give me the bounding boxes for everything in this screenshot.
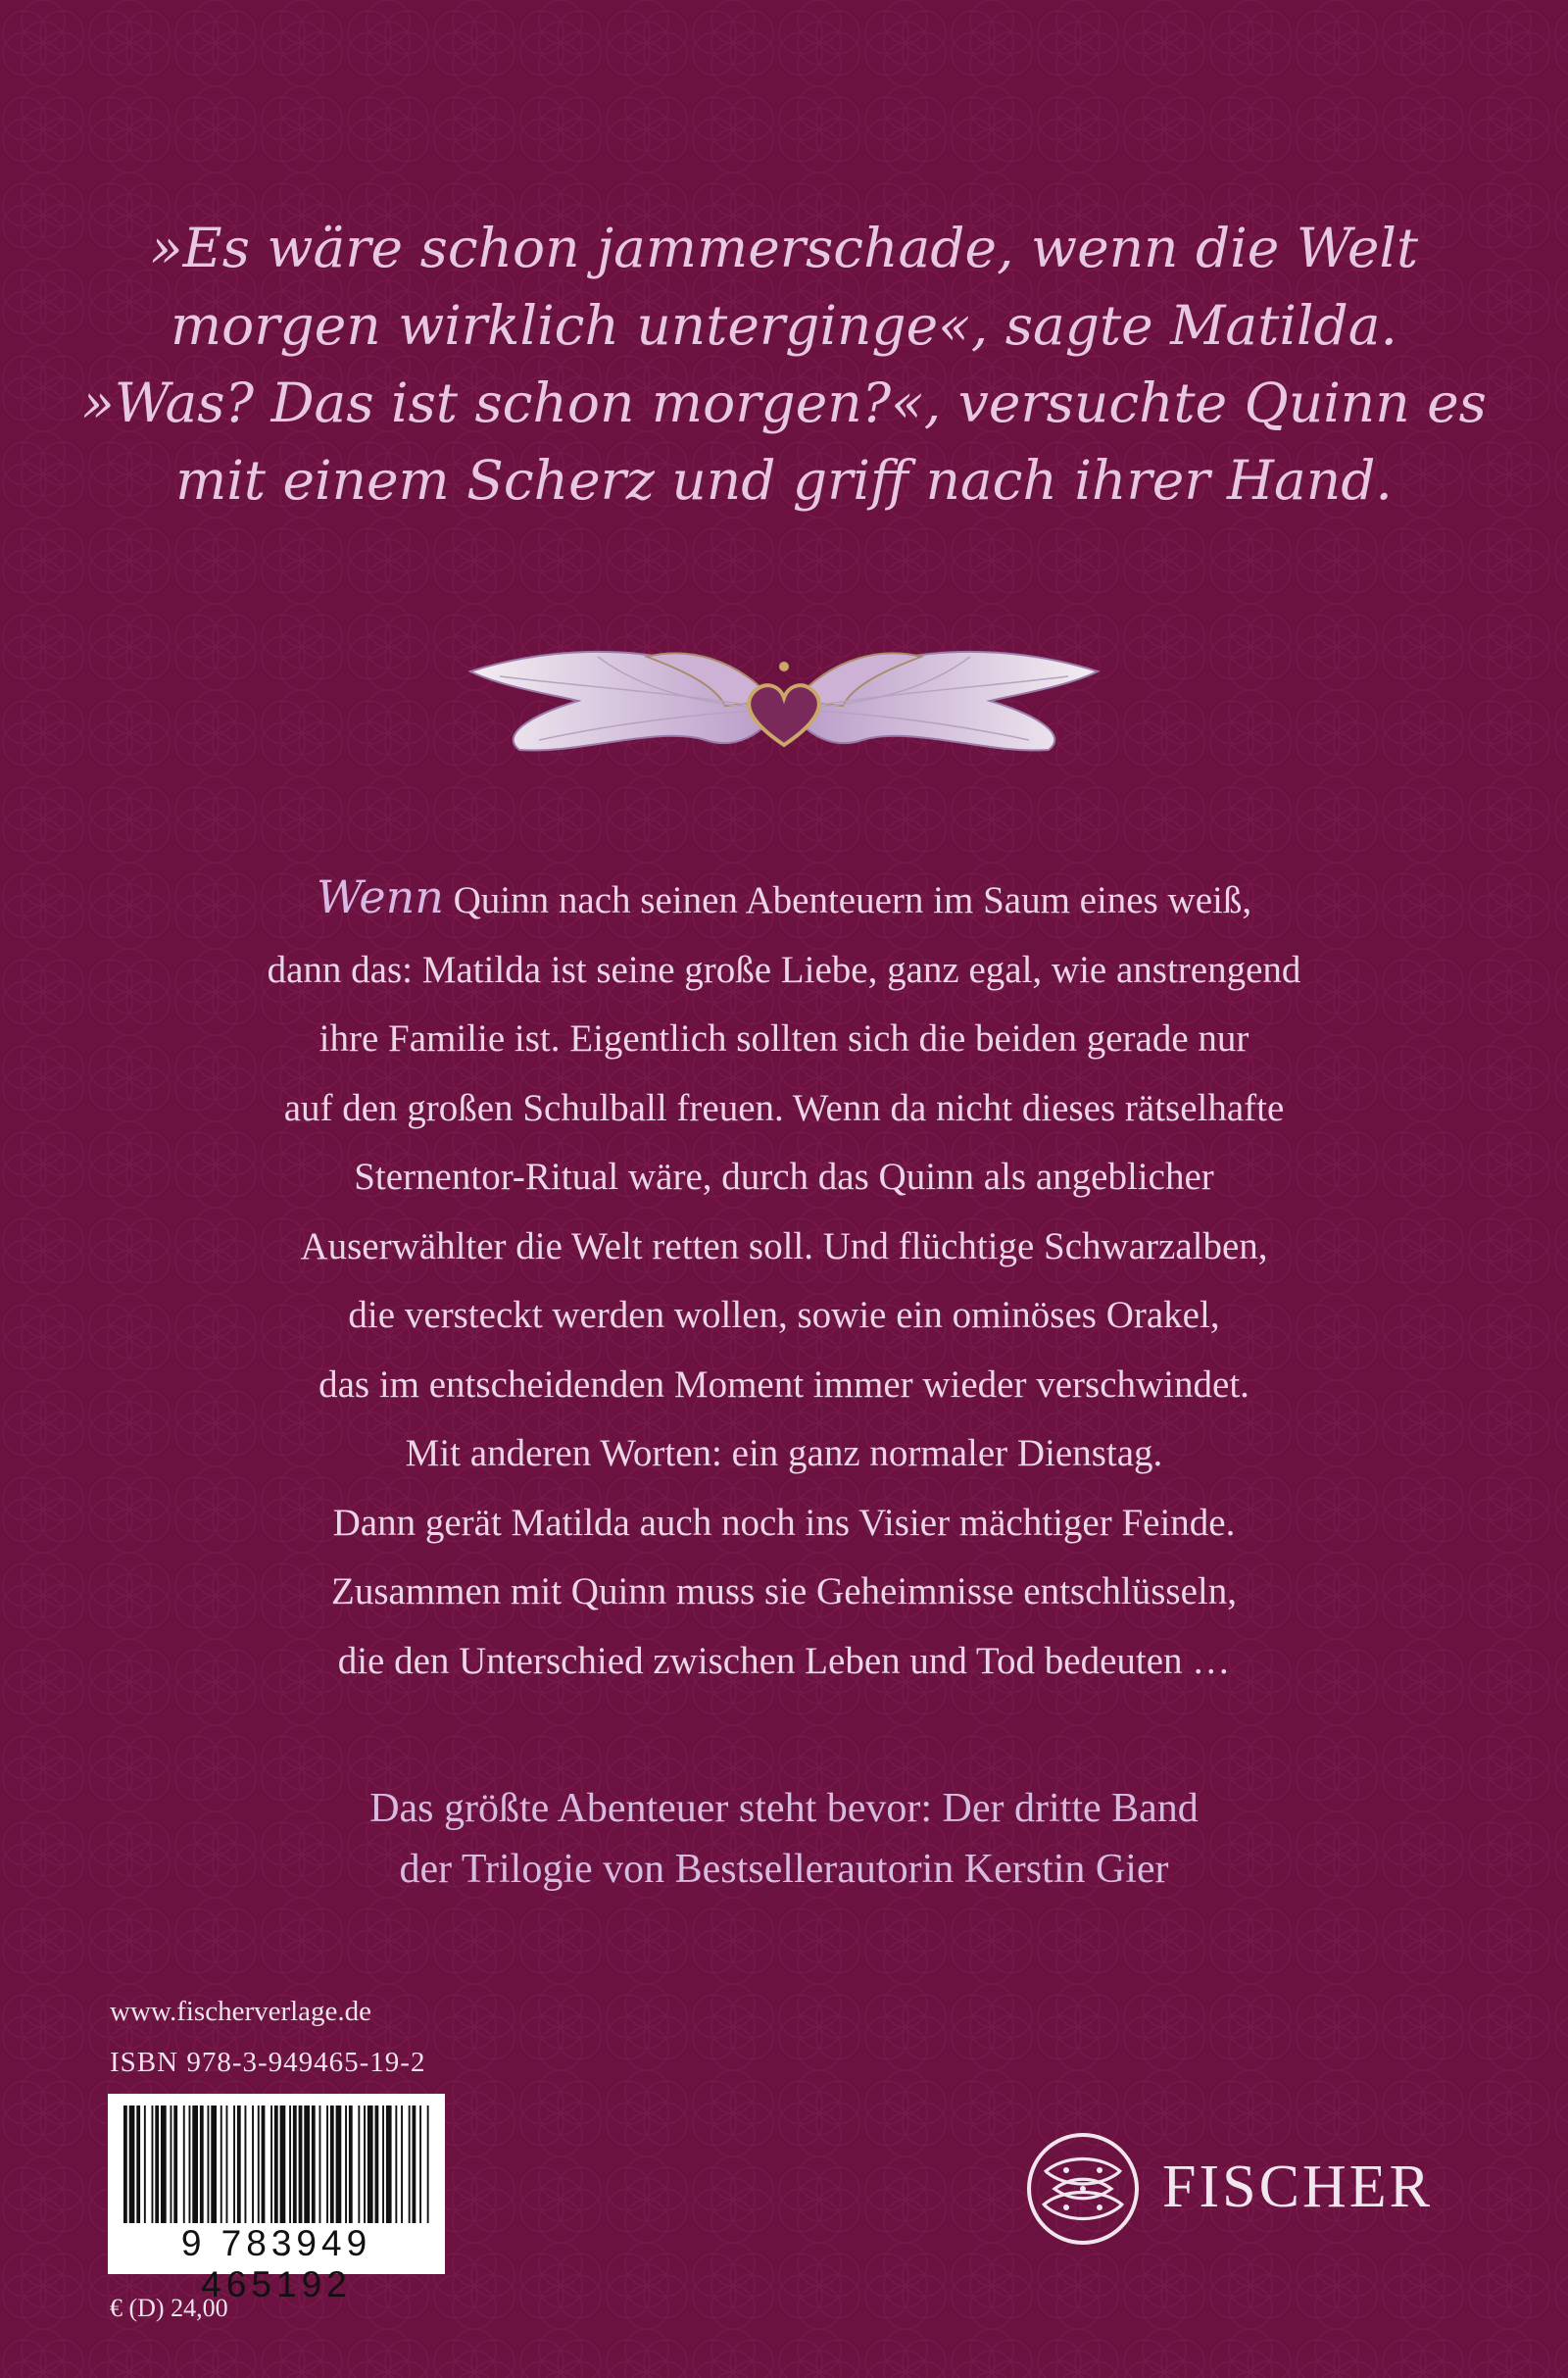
publisher-website: www.fischerverlage.de	[110, 1996, 372, 2027]
blurb-line: Auserwählter die Welt retten soll. Und flüchtige Schwarzalben,	[300, 1224, 1268, 1267]
blurb-line: dann das: Matilda ist seine große Liebe, ganz egal, wie anstrengend	[267, 948, 1301, 991]
blurb-line: auf den großen Schulball freuen. Wenn da nicht dieses rätselhafte	[283, 1086, 1285, 1129]
quote-line: morgen wirklich unterginge«, sagte Matilda.	[170, 294, 1397, 357]
quote-block	[0, 210, 1568, 520]
barcode-digits: 9 783949 465192	[180, 2223, 372, 2304]
blurb-line: die den Unterschied zwischen Leben und Tod bedeuten …	[337, 1639, 1231, 1682]
winged-heart-moon-icon	[461, 578, 1107, 794]
blurb-first-line-text: Quinn nach seinen Abenteuern im Saum eines weiß,	[443, 879, 1252, 921]
quote-line: mit einem Scherz und griff nach ihrer Hand.	[175, 449, 1393, 512]
blurb-line: Sternentor-Ritual wäre, durch das Quinn als angeblicher	[354, 1156, 1214, 1198]
blurb-first-line	[0, 863, 1568, 936]
teaser-block	[0, 1778, 1568, 1900]
barcode-bars	[123, 2106, 429, 2223]
dropcap: Wenn	[316, 870, 444, 923]
price: € (D) 24,00	[110, 2294, 228, 2322]
blurb-block	[0, 863, 1568, 1696]
quote-line: »Was? Das ist schon morgen?«, versuchte Quinn es	[81, 372, 1487, 434]
quote-line: »Es wäre schon jammerschade, wenn die Welt	[149, 217, 1419, 279]
teaser-line: Das größte Abenteuer steht bevor: Der dritte Band	[369, 1786, 1199, 1831]
fischer-fish-logo-icon	[1025, 2131, 1141, 2247]
isbn: ISBN 978-3-949465-19-2	[110, 2047, 426, 2078]
publisher-name: FISCHER	[1162, 2154, 1433, 2220]
blurb-line: Dann gerät Matilda auch noch ins Visier mächtiger Feinde.	[332, 1501, 1236, 1544]
blurb-line: Zusammen mit Quinn muss sie Geheimnisse entschlüsseln,	[331, 1570, 1237, 1612]
barcode	[108, 2094, 445, 2304]
blurb-line: das im entscheidenden Moment immer wieder verschwindet.	[318, 1362, 1250, 1406]
blurb-line: die versteckt werden wollen, sowie ein ominöses Orakel,	[348, 1294, 1220, 1336]
blurb-line: ihre Familie ist. Eigentlich sollten sich die beiden gerade nur	[318, 1017, 1250, 1060]
teaser-line: der Trilogie von Bestsellerautorin Kerstin Gier	[399, 1847, 1169, 1892]
blurb-line: Mit anderen Worten: ein ganz normaler Dienstag.	[405, 1432, 1163, 1474]
